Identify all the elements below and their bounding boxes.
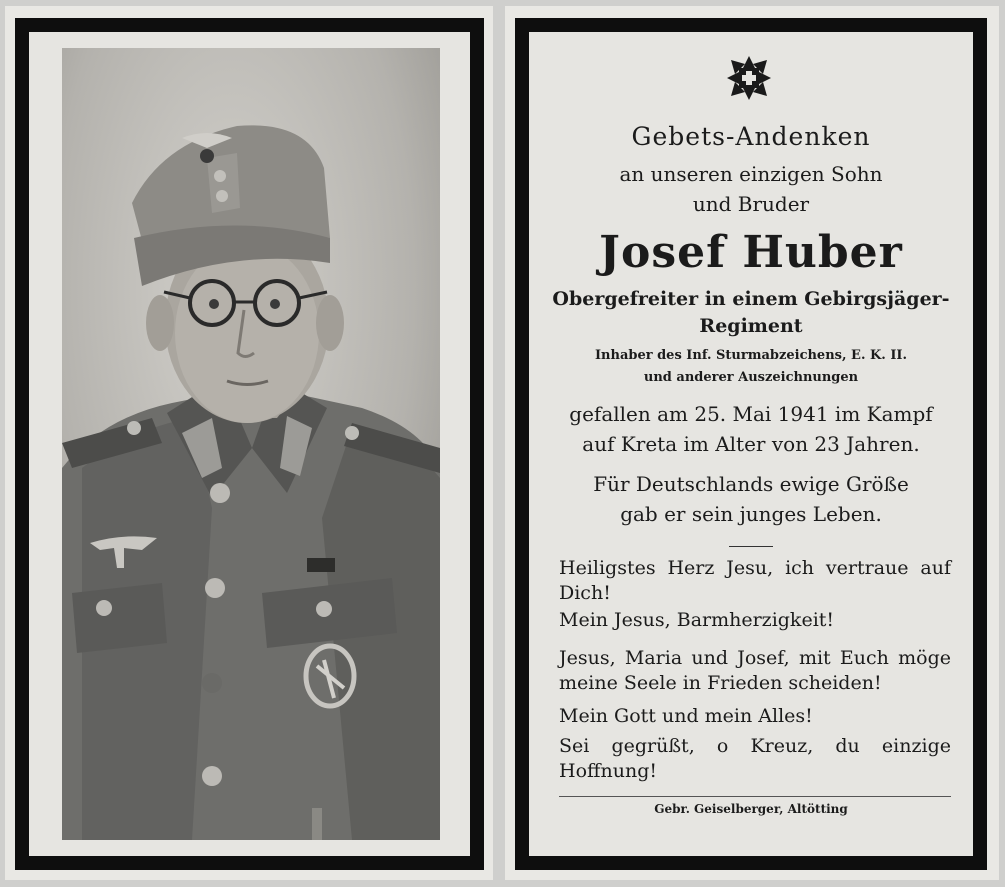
decorations-line-2: und anderer Auszeichnungen bbox=[643, 370, 859, 385]
footer-divider bbox=[559, 796, 951, 797]
memorial-text-panel bbox=[505, 6, 999, 880]
dedication-line-2: und Bruder bbox=[692, 192, 810, 216]
text-mat bbox=[529, 32, 973, 856]
death-line-2: auf Kreta im Alter von 23 Jahren. bbox=[582, 432, 920, 456]
printer-credit: Gebr. Geiselberger, Altötting bbox=[654, 802, 848, 816]
tribute-line-1: Für Deutschlands ewige Größe bbox=[593, 472, 909, 496]
portrait-mat bbox=[29, 32, 470, 856]
soldier-portrait-photo bbox=[62, 48, 440, 840]
prayer-5: Sei gegrüßt, o Kreuz, du einzige Hoffnung! bbox=[559, 735, 951, 782]
tribute-line-2: gab er sein junges Leben. bbox=[620, 502, 882, 526]
portrait-panel bbox=[5, 6, 493, 880]
death-line-1: gefallen am 25. Mai 1941 im Kampf bbox=[569, 402, 933, 426]
short-divider bbox=[729, 546, 773, 547]
soldier-portrait-icon bbox=[62, 48, 440, 840]
deceased-name: Josef Huber bbox=[599, 227, 903, 278]
iron-cross-icon bbox=[725, 54, 773, 102]
dedication-line-1: an unseren einzigen Sohn bbox=[619, 162, 883, 186]
decorations-line-1: Inhaber des Inf. Sturmabzeichens, E. K. II. bbox=[594, 348, 908, 363]
prayer-4: Mein Gott und mein Alles! bbox=[559, 705, 813, 727]
memorial-text bbox=[529, 32, 973, 856]
rank-line-2: Regiment bbox=[699, 315, 803, 337]
prayer-3: Jesus, Maria und Josef, mit Euch möge meine Seele in Frieden scheiden! bbox=[559, 647, 951, 694]
prayer-2: Mein Jesus, Barmherzigkeit! bbox=[559, 609, 835, 631]
rank-line-1: Obergefreiter in einem Gebirgsjäger- bbox=[552, 288, 950, 310]
card-title: Gebets-Andenken bbox=[631, 122, 871, 151]
prayer-1: Heiligstes Herz Jesu, ich vertraue auf Dich! bbox=[559, 557, 951, 604]
